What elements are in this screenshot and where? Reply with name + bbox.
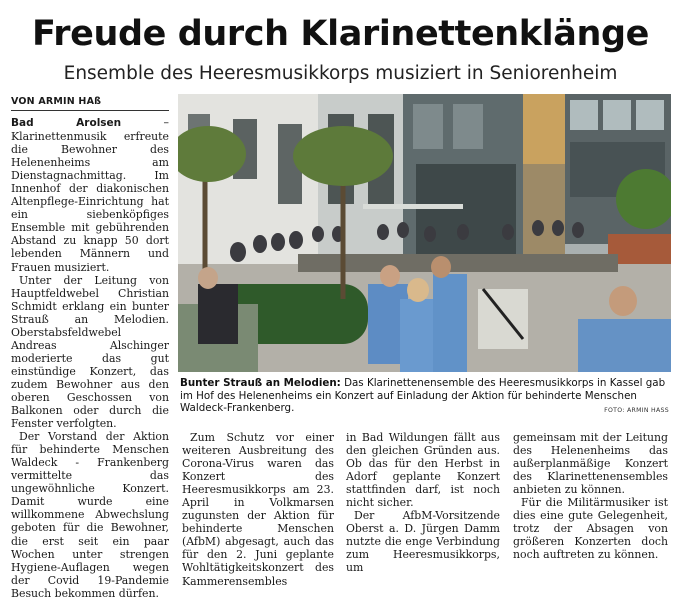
article-column-1 xyxy=(11,116,169,600)
caption-text: Das Klarinettenensemble des Heeresmusikkorps in Kassel gab im Hof des Helenenheims ein Konzert auf Einladung der Aktion für behinderte Menschen Waldeck-Frankenberg. xyxy=(180,377,666,415)
subheadline: Ensemble des Heeresmusikkorps musiziert in Seniorenheim xyxy=(63,63,618,84)
paragraph: in Bad Wildungen fällt aus den gleichen Gründen aus. Ob das für den Herbst in Adorf geplante Konzert stattfinden darf, ist noch nicht sicher. xyxy=(346,431,500,510)
paragraph xyxy=(11,116,169,274)
paragraph: Unter der Leitung von Hauptfeldwebel Christian Schmidt erklang ein bunter Strauß an Melodien. Oberstabsfeldwebel Andreas Alschinger moderierte das gut einstündige Konzert, das zudem Bewohner aus den oberen Geschossen von Balkonen oder durch die Fenster verfolgten. xyxy=(11,273,169,431)
article-column-3 xyxy=(346,431,500,575)
paragraph: Zum Schutz vor einer weiteren Ausbreitung des Corona-Virus waren das Konzert des Heeresmusikkorps am 23. April in Volkmarsen zugunsten der Aktion für behinderte Menschen (AfbM) abgesagt, auch das für den 2. Juni geplante Wohltätigkeitskonzert des Kammerensembles xyxy=(182,431,334,588)
paragraph: gemeinsam mit der Leitung des Helenenheims das außerplanmäßige Konzert des Klarinettenensembles anbieten zu können. xyxy=(513,431,668,497)
article-photo xyxy=(178,94,671,372)
article-column-2 xyxy=(182,431,334,588)
dateline: Bad Arolsen xyxy=(11,117,122,129)
caption-lead: Bunter Strauß an Melodien: xyxy=(180,377,341,389)
paragraph: Der AfbM-Vorsitzende Oberst a. D. Jürgen Damm nutzte die enge Verbindung zum Heeresmusikkorps, um xyxy=(346,509,500,575)
paragraph-text: – Klarinettenmusik erfreute die Bewohner des Helenenheims am Dienstagnachmittag. Im Innenhof der diakonischen Altenpflege-Einrichtung hat ein siebenköpfiges Ensemble mit gebührenden Abstand zu knapp 50 dort lebenden Männern und Frauen musiziert. xyxy=(11,116,169,274)
photo-caption xyxy=(180,377,670,415)
concert-courtyard-photo xyxy=(178,94,671,372)
article-column-4 xyxy=(513,431,668,561)
photo-credit: FOTO: ARMIN HASS xyxy=(604,407,669,414)
headline: Freude durch Klarinettenklänge xyxy=(31,14,649,54)
byline: VON ARMIN HAß xyxy=(11,96,169,111)
paragraph: Für die Militärmusiker ist dies eine gute Gelegenheit, trotz der Absagen von größeren Konzerten doch noch auftreten zu können. xyxy=(513,496,668,562)
paragraph: Der Vorstand der Aktion für behinderte Menschen Waldeck - Frankenberg vermittelte das ungewöhnliche Konzert. Damit wurde eine willkommene Abwechslung geboten für die Bewohner, die erst seit ein paar Wochen unter strengen Hygiene-Auflagen wegen der Covid 19-Pandemie Besuch bekommen dürfen. xyxy=(11,430,169,600)
